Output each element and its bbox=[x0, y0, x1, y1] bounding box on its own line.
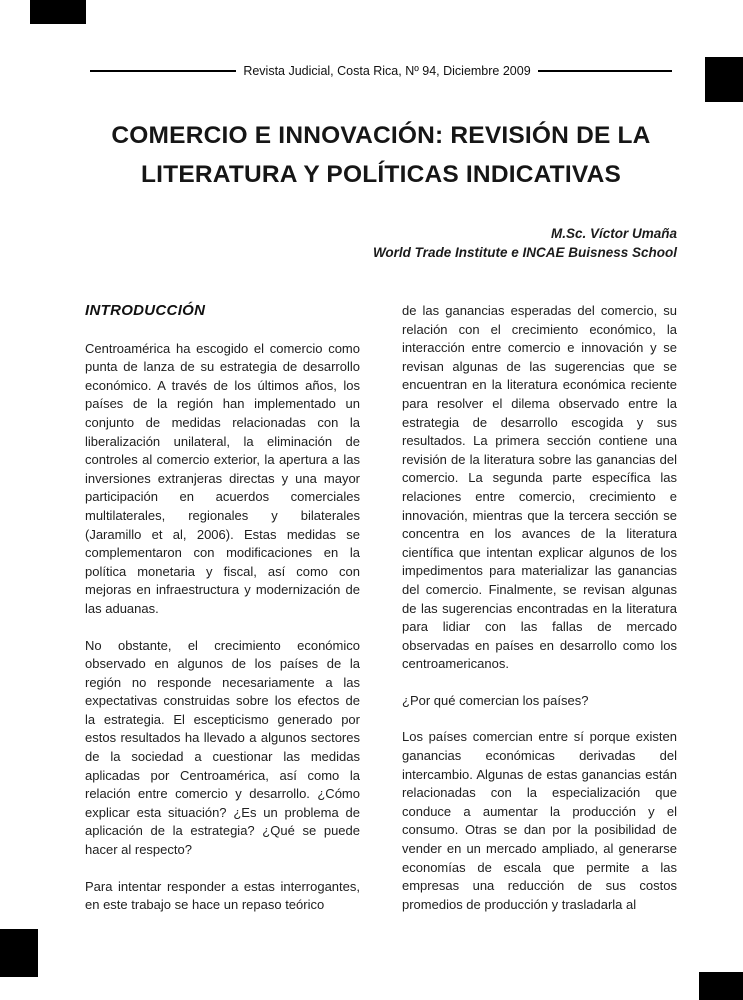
right-paragraph-1: de las ganancias esperadas del comercio, su relación con el crecimiento económico, la interacción entre comercio e innovación y se revisan algunas de las sugerencias que se encuentran en la literatura económica reciente para resolver el dilema observado entre la estrategia de desarrollo escogida y sus resultados. La primera sección contiene una revisión de la literatura sobre las ganancias del comercio. La segunda parte específica las relaciones entre comercio, crecimiento e innovación, mientras que la tercera sección se concentra en los avances de la literatura científica que intentan explicar algunos de los impedimentos para materializar las ganancias del comercio. Finalmente, se revisan algunas de las sugerencias encontradas en la literatura para lidiar con las fallas de mercado observadas en países en desarrollo como los centroamericanos. bbox=[402, 303, 677, 672]
byline bbox=[85, 224, 677, 262]
left-column bbox=[85, 302, 360, 933]
left-paragraph-3: Para intentar responder a estas interrogantes, en este trabajo se hace un repaso teórico bbox=[85, 878, 360, 913]
journal-header bbox=[85, 64, 677, 78]
article-title bbox=[85, 116, 677, 194]
two-column-body bbox=[85, 302, 677, 933]
header-rule-right bbox=[538, 70, 672, 72]
scan-mark-bottom-left bbox=[0, 929, 38, 977]
scan-mark-top-left bbox=[30, 0, 86, 24]
journal-header-text: Revista Judicial, Costa Rica, Nº 94, Diciembre 2009 bbox=[243, 64, 531, 78]
left-paragraph-2: No obstante, el crecimiento económico observado en algunos de los países de la región no responde necesariamente a las expectativas construidas sobre los efectos de la estrategia. El escepticismo generado por estos resultados ha llevado a algunos sectores de la sociedad a cuestionar las medidas aplicadas por Centroamérica, así como la relación entre comercio y desarrollo. ¿Cómo explicar esta situación? ¿Es un problema de aplicación de la estrategia? ¿Qué se puede hacer al respecto? bbox=[85, 637, 360, 858]
author-affiliation: World Trade Institute e INCAE Buisness School bbox=[372, 245, 677, 260]
section-heading-introduccion: INTRODUCCIÓN bbox=[85, 302, 206, 319]
article-title-line-1: COMERCIO E INNOVACIÓN: REVISIÓN DE LA bbox=[111, 122, 651, 149]
header-rule-left bbox=[90, 70, 236, 72]
scan-mark-top-right bbox=[705, 57, 743, 102]
article-title-line-2: LITERATURA Y POLÍTICAS INDICATIVAS bbox=[140, 161, 622, 188]
author-name: M.Sc. Víctor Umaña bbox=[550, 226, 677, 241]
left-paragraph-1: Centroamérica ha escogido el comercio como punta de lanza de su estrategia de desarrollo económico. A través de los últimos años, los países de la región han implementado un conjunto de medidas relacionadas con la liberalización unilateral, la eliminación de controles al comercio exterior, la apertura a las inversiones extranjeras directas y una mayor participación en acuerdos comerciales multilaterales, regionales y bilaterales (Jaramillo et al, 2006). Estas medidas se complementaron con modificaciones en la política monetaria y fiscal, así como con mejoras en infraestructura y modernización de las aduanas. bbox=[85, 340, 360, 616]
scan-mark-bottom-right bbox=[699, 972, 743, 1000]
right-column bbox=[402, 302, 677, 933]
right-paragraph-2: Los países comercian entre sí porque existen ganancias económicas derivadas del intercambio. Algunas de estas ganancias están relacionadas con la especialización que conduce a aumentar la producción y el consumo. Otras se dan por la posibilidad de vender en un mercado ampliado, al generarse economías de escala que permite a las empresas una reducción de sus costos promedios de producción y trasladarla al bbox=[402, 729, 677, 912]
subheading-question: ¿Por qué comercian los países? bbox=[402, 692, 589, 708]
